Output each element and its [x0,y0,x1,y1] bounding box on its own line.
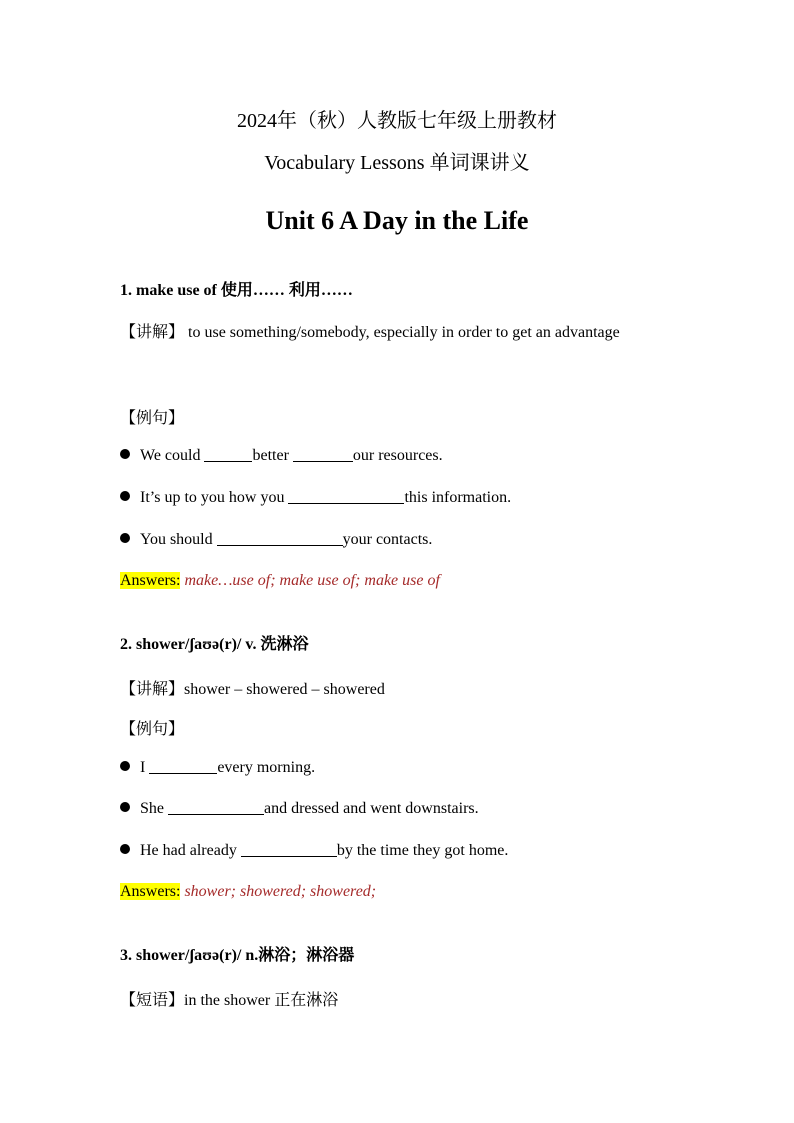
example-sentence: We could better our resources. [120,447,443,465]
example-label: 【例句】 [120,721,185,738]
example-sentence: You should your contacts. [120,531,432,549]
example-sentence: It’s up to you how you this information. [120,489,511,507]
answers-label: Answers: [120,883,181,900]
entry-heading-shower-verb: 2. shower/ʃaʊə(r)/ v. 洗淋浴 [120,636,309,653]
explanation-label: 【讲解】 [120,681,185,698]
bullet-dot [120,761,130,771]
explanation-text: to use something/somebody, especially in order to get an advantage [188,324,620,341]
example-sentence: I every morning. [120,759,315,777]
phrase-label: 【短语】 [120,992,185,1009]
explanation-shower-verb [120,676,385,699]
answer-blank [149,759,217,774]
bullet-dot [120,491,130,501]
answers-line [120,572,440,590]
answer-blank [241,842,337,857]
entry-heading-make-use-of: 1. make use of 使用…… 利用…… [120,282,353,299]
document-title: 2024年（秋）人教版七年级上册教材 [237,110,557,132]
entry-heading-shower-noun: 3. shower/ʃaʊə(r)/ n.淋浴；淋浴器 [120,947,355,964]
document-subtitle: Vocabulary Lessons 单词课讲义 [264,152,530,174]
answers-text: make…use of; make use of; make use of [180,572,440,589]
answers-text: shower; showered; showered; [180,883,377,900]
answers-line [120,883,376,901]
explanation-label: 【讲解】 [120,324,185,341]
answer-blank [288,489,404,504]
explanation-text: shower – showered – showered [184,681,385,698]
bullet-dot [120,533,130,543]
answer-blank [168,800,264,815]
example-sentence: She and dressed and went downstairs. [120,800,479,818]
phrase-shower-noun [120,987,338,1010]
bullet-dot [120,844,130,854]
example-sentence: He had already by the time they got home. [120,842,508,860]
answer-blank [217,531,343,546]
explanation-make-use-of [120,313,674,353]
unit-title: Unit 6 A Day in the Life [265,206,529,235]
example-label: 【例句】 [120,410,185,427]
phrase-text: in the shower 正在淋浴 [184,992,339,1009]
bullet-dot [120,802,130,812]
bullet-dot [120,449,130,459]
answers-label: Answers: [120,572,181,589]
answer-blank [293,447,353,462]
answer-blank [204,447,252,462]
